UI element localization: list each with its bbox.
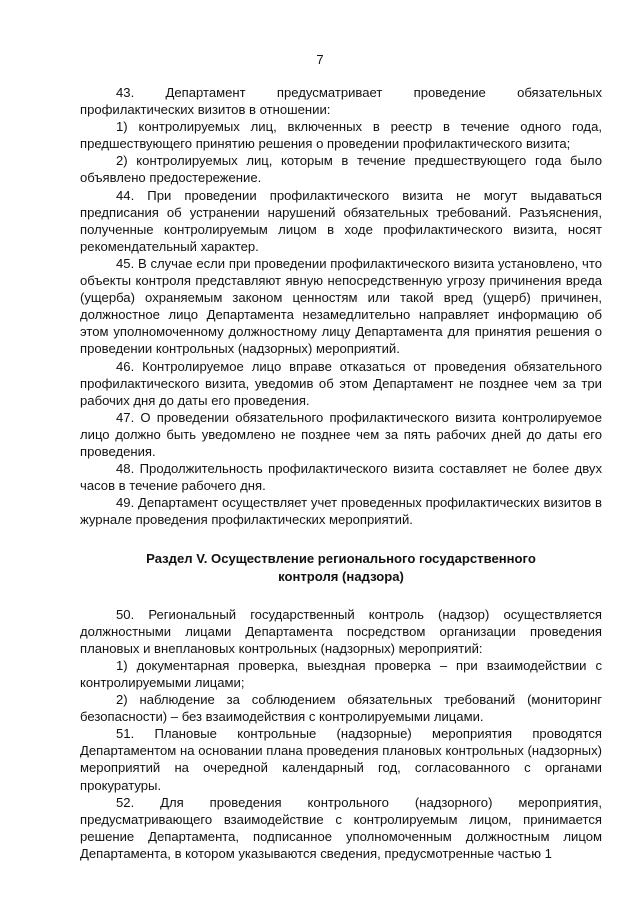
section-heading-line-1: Раздел V. Осуществление регионального государственного xyxy=(146,551,536,567)
section-heading-line-2: контроля (надзора) xyxy=(278,568,404,584)
paragraph-43-item-1: 1) контролируемых лиц, включенных в реестр в течение одного года, предшествующего принятию решения о проведении профилактического визита; xyxy=(80,119,602,152)
paragraph-51: 51. Плановые контрольные (надзорные) мероприятия проводятся Департаментом на основании плана проведения плановых контрольных (надзорных) мероприятий на очередной календарный год, согласованного с органами прокуратуры. xyxy=(80,726,602,793)
paragraph-47: 47. О проведении обязательного профилактического визита контролируемое лицо должно быть уведомлено не позднее чем за пять рабочих дней до даты его проведения. xyxy=(80,409,602,459)
paragraph-48: 48. Продолжительность профилактического визита составляет не более двух часов в течение рабочего дня. xyxy=(80,461,602,494)
paragraph-52: 52. Для проведения контрольного (надзорного) мероприятия, предусматривающего взаимодействие с контролируемым лицом, принимается решение Департамента, подписанное уполномоченным должностным лицом Департамента, в котором указываются сведения, предусмотренные частью 1 xyxy=(80,794,602,861)
paragraph-43-item-2: 2) контролируемых лиц, которым в течение предшествующего года было объявлено предостережение. xyxy=(80,153,602,186)
paragraph-46: 46. Контролируемое лицо вправе отказаться от проведения обязательного профилактического визита, уведомив об этом Департамент не позднее чем за три рабочих дня до даты его проведения. xyxy=(80,358,602,408)
paragraph-43: 43. Департамент предусматривает проведение обязательных профилактических визитов в отношении: xyxy=(80,85,602,118)
document-body xyxy=(80,84,602,862)
section-heading xyxy=(80,550,602,584)
page-number: 7 xyxy=(316,52,324,67)
paragraph-50-item-2: 2) наблюдение за соблюдением обязательных требований (мониторинг безопасности) – без взаимодействия с контролируемыми лицами. xyxy=(80,692,602,725)
paragraph-45: 45. В случае если при проведении профилактического визита установлено, что объекты контроля представляют явную непосредственную угрозу причинения вреда (ущерба) охраняемым законом ценностям или такой вред (ущерб) причинен, должностное лицо Департамента незамедлительно направляет информацию об этом уполномоченному должностному лицу Департамента для принятия решения о проведении контрольных (надзорных) мероприятий. xyxy=(80,255,602,357)
paragraph-50: 50. Региональный государственный контроль (надзор) осуществляется должностными лицами Департамента посредством организации проведения плановых и внеплановых контрольных (надзорных) мероприятий: xyxy=(80,606,602,656)
paragraph-49: 49. Департамент осуществляет учет проведенных профилактических визитов в журнале проведения профилактических мероприятий. xyxy=(80,495,602,528)
paragraph-50-item-1: 1) документарная проверка, выездная проверка – при взаимодействии с контролируемыми лицами; xyxy=(80,657,602,690)
paragraph-44: 44. При проведении профилактического визита не могут выдаваться предписания об устранении нарушений обязательных требований. Разъяснения, полученные контролируемым лицом в ходе профилактического визита, носят рекомендательный характер. xyxy=(80,187,602,254)
